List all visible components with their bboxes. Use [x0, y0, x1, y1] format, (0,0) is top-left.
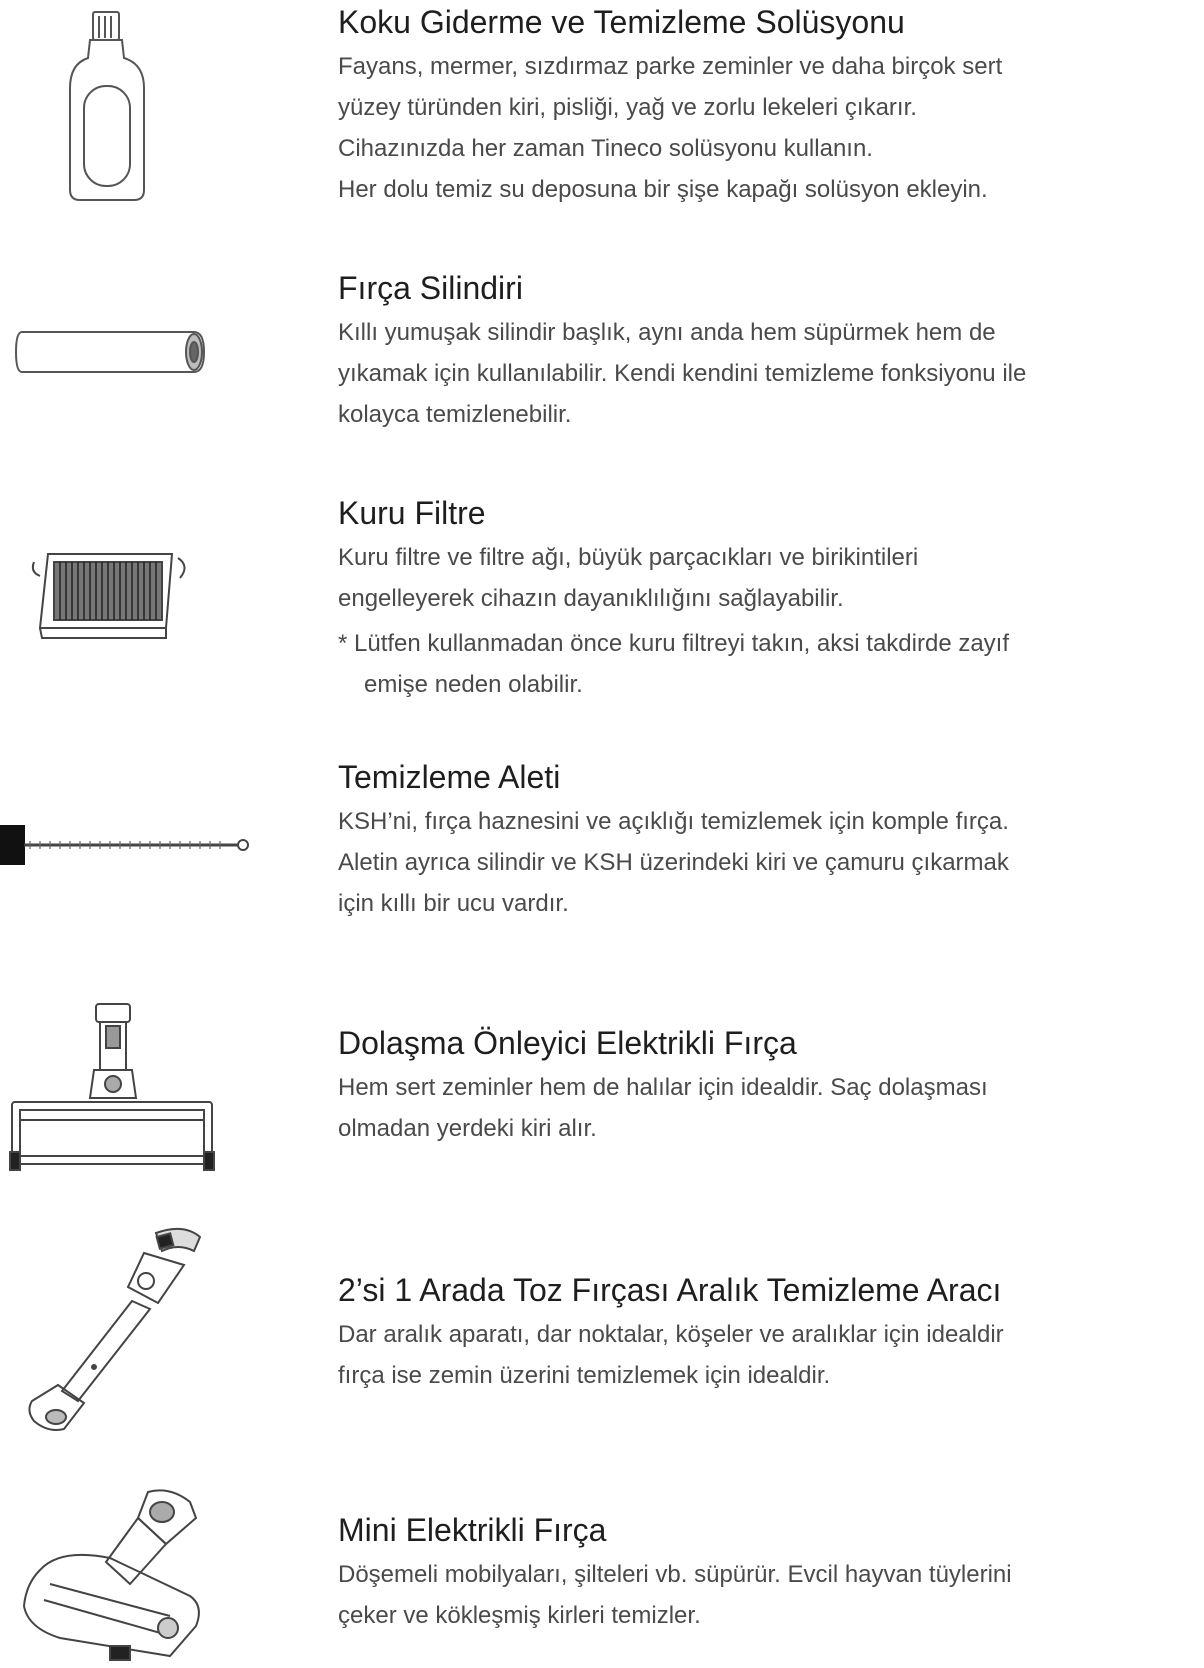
brush-roller-icon [14, 328, 206, 383]
item-desc-line: Her dolu temiz su deposuna bir şişe kapağı solüsyon ekleyin. [338, 176, 988, 203]
item-desc-line: Dar aralık aparatı, dar noktalar, köşeler ve aralıklar için idealdir [338, 1321, 1004, 1348]
item-desc-line: fırça ise zemin üzerini temizlemek için idealdir. [338, 1362, 831, 1389]
item-note [338, 623, 1198, 705]
item-title: Mini Elektrikli Fırça [338, 1512, 607, 1548]
item-desc-line: Hem sert zeminler hem de halılar için idealdir. Saç dolaşması [338, 1074, 988, 1101]
item-desc-line: kolayca temizlenebilir. [338, 401, 572, 428]
anti-tangle-electric-brush-icon [8, 1002, 218, 1177]
item-title: Kuru Filtre [338, 495, 486, 531]
item-title: Koku Giderme ve Temizleme Solüsyonu [338, 4, 905, 40]
item-desc-line: Fayans, mermer, sızdırmaz parke zeminler ve daha birçok sert [338, 53, 1003, 80]
item-title: Dolaşma Önleyici Elektrikli Fırça [338, 1025, 797, 1061]
item-desc-line: KSH’ni, fırça haznesini ve açıklığı temizlemek için komple fırça. [338, 808, 1009, 835]
item-note-line: emişe neden olabilir. [364, 671, 583, 698]
item-desc-line: Kıllı yumuşak silindir başlık, aynı anda hem süpürmek hem de [338, 319, 996, 346]
item-desc-line: engelleyerek cihazın dayanıklılığını sağlayabilir. [338, 585, 844, 612]
dust-brush-crevice-tool-icon [18, 1225, 208, 1440]
item-title: Temizleme Aleti [338, 759, 561, 795]
item-desc-line: Kuru filtre ve filtre ağı, büyük parçacıkları ve birikintileri [338, 544, 919, 571]
item-desc-line: Döşemeli mobilyaları, şilteleri vb. süpürür. Evcil hayvan tüylerini [338, 1561, 1012, 1588]
item-desc-line: yüzey türünden kiri, pisliği, yağ ve zorlu lekeleri çıkarır. [338, 94, 917, 121]
item-note-line: * Lütfen kullanmadan önce kuru filtreyi takın, aksi takdirde zayıf [338, 630, 1010, 657]
dry-filter-icon [30, 548, 190, 648]
item-title: Fırça Silindiri [338, 270, 523, 306]
item-desc-line: Cihazınızda her zaman Tineco solüsyonu kullanın. [338, 135, 873, 162]
item-desc-line: olmadan yerdeki kiri alır. [338, 1115, 597, 1142]
item-title: 2’si 1 Arada Toz Fırçası Aralık Temizleme Aracı [338, 1272, 1002, 1308]
cleaning-tool-icon [0, 820, 260, 875]
mini-electric-brush-icon [20, 1488, 210, 1668]
item-desc-line: yıkamak için kullanılabilir. Kendi kendini temizleme fonksiyonu ile [338, 360, 1027, 387]
solution-bottle-icon [62, 8, 152, 208]
item-desc-line: için kıllı bir ucu vardır. [338, 890, 569, 917]
item-desc-line: Aletin ayrıca silindir ve KSH üzerindeki kiri ve çamuru çıkarmak [338, 849, 1009, 876]
item-desc-line: çeker ve kökleşmiş kirleri temizler. [338, 1602, 701, 1629]
